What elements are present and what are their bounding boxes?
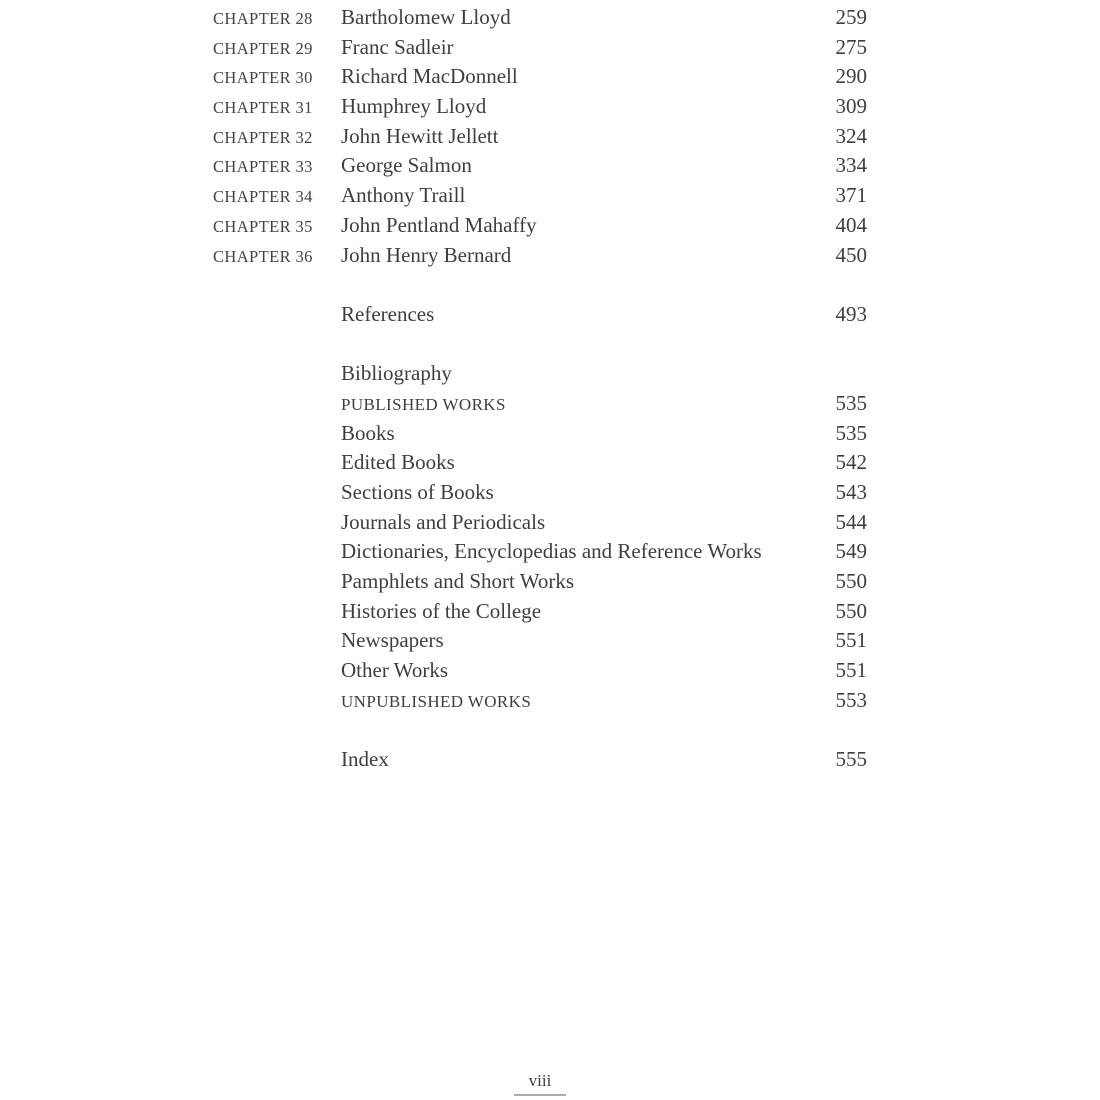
chapter-label: CHAPTER 34 (213, 187, 313, 207)
toc-entry (213, 448, 867, 478)
toc-entry (213, 33, 867, 63)
chapter-title: Franc Sadleir (341, 34, 454, 59)
toc-entry (213, 419, 867, 449)
toc-entry (213, 745, 867, 775)
bibliography-heading: Bibliography (341, 361, 452, 386)
chapter-title: Humphrey Lloyd (341, 94, 487, 119)
chapter-title: John Pentland Mahaffy (341, 212, 537, 237)
bibliography-item-title: Histories of the College (341, 598, 542, 623)
bibliography-section (213, 359, 867, 715)
page-number: 493 (835, 301, 867, 326)
page-number: 549 (835, 539, 867, 564)
chapter-label: CHAPTER 36 (213, 246, 313, 266)
bibliography-item-title: Dictionaries, Encyclopedias and Reference Works (341, 539, 762, 564)
chapter-label: CHAPTER 30 (213, 68, 313, 88)
page-number: 334 (835, 153, 867, 178)
page-footer (514, 1070, 566, 1096)
page-number: 553 (835, 687, 867, 712)
bibliography-item-title: Sections of Books (341, 480, 494, 504)
folio-number: viii (528, 1071, 552, 1090)
toc-entry (213, 478, 867, 508)
page-number: 535 (835, 420, 867, 445)
toc-entry (213, 567, 867, 597)
chapter-title: Richard MacDonnell (341, 64, 518, 89)
bibliography-item-title: Edited Books (341, 450, 455, 475)
toc-entry (213, 537, 867, 567)
toc-entry (213, 92, 867, 122)
page-number: 275 (835, 34, 867, 59)
chapter-title: John Hewitt Jellett (341, 123, 499, 148)
toc-entry (213, 300, 867, 330)
chapter-title: Anthony Traill (341, 183, 466, 208)
toc-entry (213, 151, 867, 181)
page-number: 551 (835, 628, 867, 653)
page-number: 555 (835, 747, 867, 772)
page-number: 550 (835, 598, 867, 623)
chapter-label: CHAPTER 31 (213, 98, 313, 118)
page-number: 535 (835, 390, 867, 415)
chapter-label: CHAPTER 29 (213, 38, 313, 58)
toc-entry (213, 62, 867, 92)
chapter-label: CHAPTER 35 (213, 216, 313, 236)
bibliography-heading-row (213, 359, 867, 389)
page-number: 309 (835, 94, 867, 119)
chapter-title: John Henry Bernard (341, 242, 512, 267)
references-section (213, 300, 867, 330)
bibliography-item-title: PUBLISHED WORKS (341, 394, 506, 414)
bibliography-item-title: Newspapers (341, 628, 444, 653)
page-number: 324 (835, 123, 867, 148)
bibliography-item-title: UNPUBLISHED WORKS (341, 691, 532, 711)
chapter-list (213, 3, 867, 270)
toc-entry (213, 508, 867, 538)
bibliography-item-title: Journals and Periodicals (341, 509, 546, 534)
toc-entry (213, 626, 867, 656)
folio-rule (514, 1094, 566, 1096)
chapter-label: CHAPTER 28 (213, 9, 313, 28)
index-section (213, 745, 867, 775)
page-number: 371 (835, 183, 867, 208)
page-number: 543 (835, 480, 867, 504)
page-number: 550 (835, 569, 867, 594)
page-number: 404 (835, 212, 867, 237)
page-number: 450 (835, 242, 867, 267)
toc-entry (213, 686, 867, 716)
page-number: 551 (835, 658, 867, 683)
toc-entry (213, 389, 867, 419)
page-number: 542 (835, 450, 867, 475)
chapter-label: CHAPTER 33 (213, 157, 313, 177)
toc-entry (213, 656, 867, 686)
section-gap (213, 716, 867, 746)
page-number: 290 (835, 64, 867, 89)
bibliography-item-title: Other Works (341, 658, 448, 683)
toc-entry (213, 241, 867, 271)
toc-entry (213, 3, 867, 33)
toc-entry (213, 211, 867, 241)
bibliography-item-title: Pamphlets and Short Works (341, 569, 574, 594)
toc-entry (213, 597, 867, 627)
page-number: 259 (835, 5, 867, 29)
chapter-label: CHAPTER 32 (213, 127, 313, 147)
page-number: 544 (835, 509, 867, 534)
toc-entry (213, 122, 867, 152)
table-of-contents (213, 3, 867, 775)
chapter-title: Bartholomew Lloyd (341, 5, 511, 29)
references-title: References (341, 301, 435, 326)
index-title: Index (341, 747, 389, 772)
bibliography-item-title: Books (341, 420, 395, 445)
section-gap (213, 330, 867, 360)
section-gap (213, 270, 867, 300)
chapter-title: George Salmon (341, 153, 472, 178)
toc-entry (213, 181, 867, 211)
